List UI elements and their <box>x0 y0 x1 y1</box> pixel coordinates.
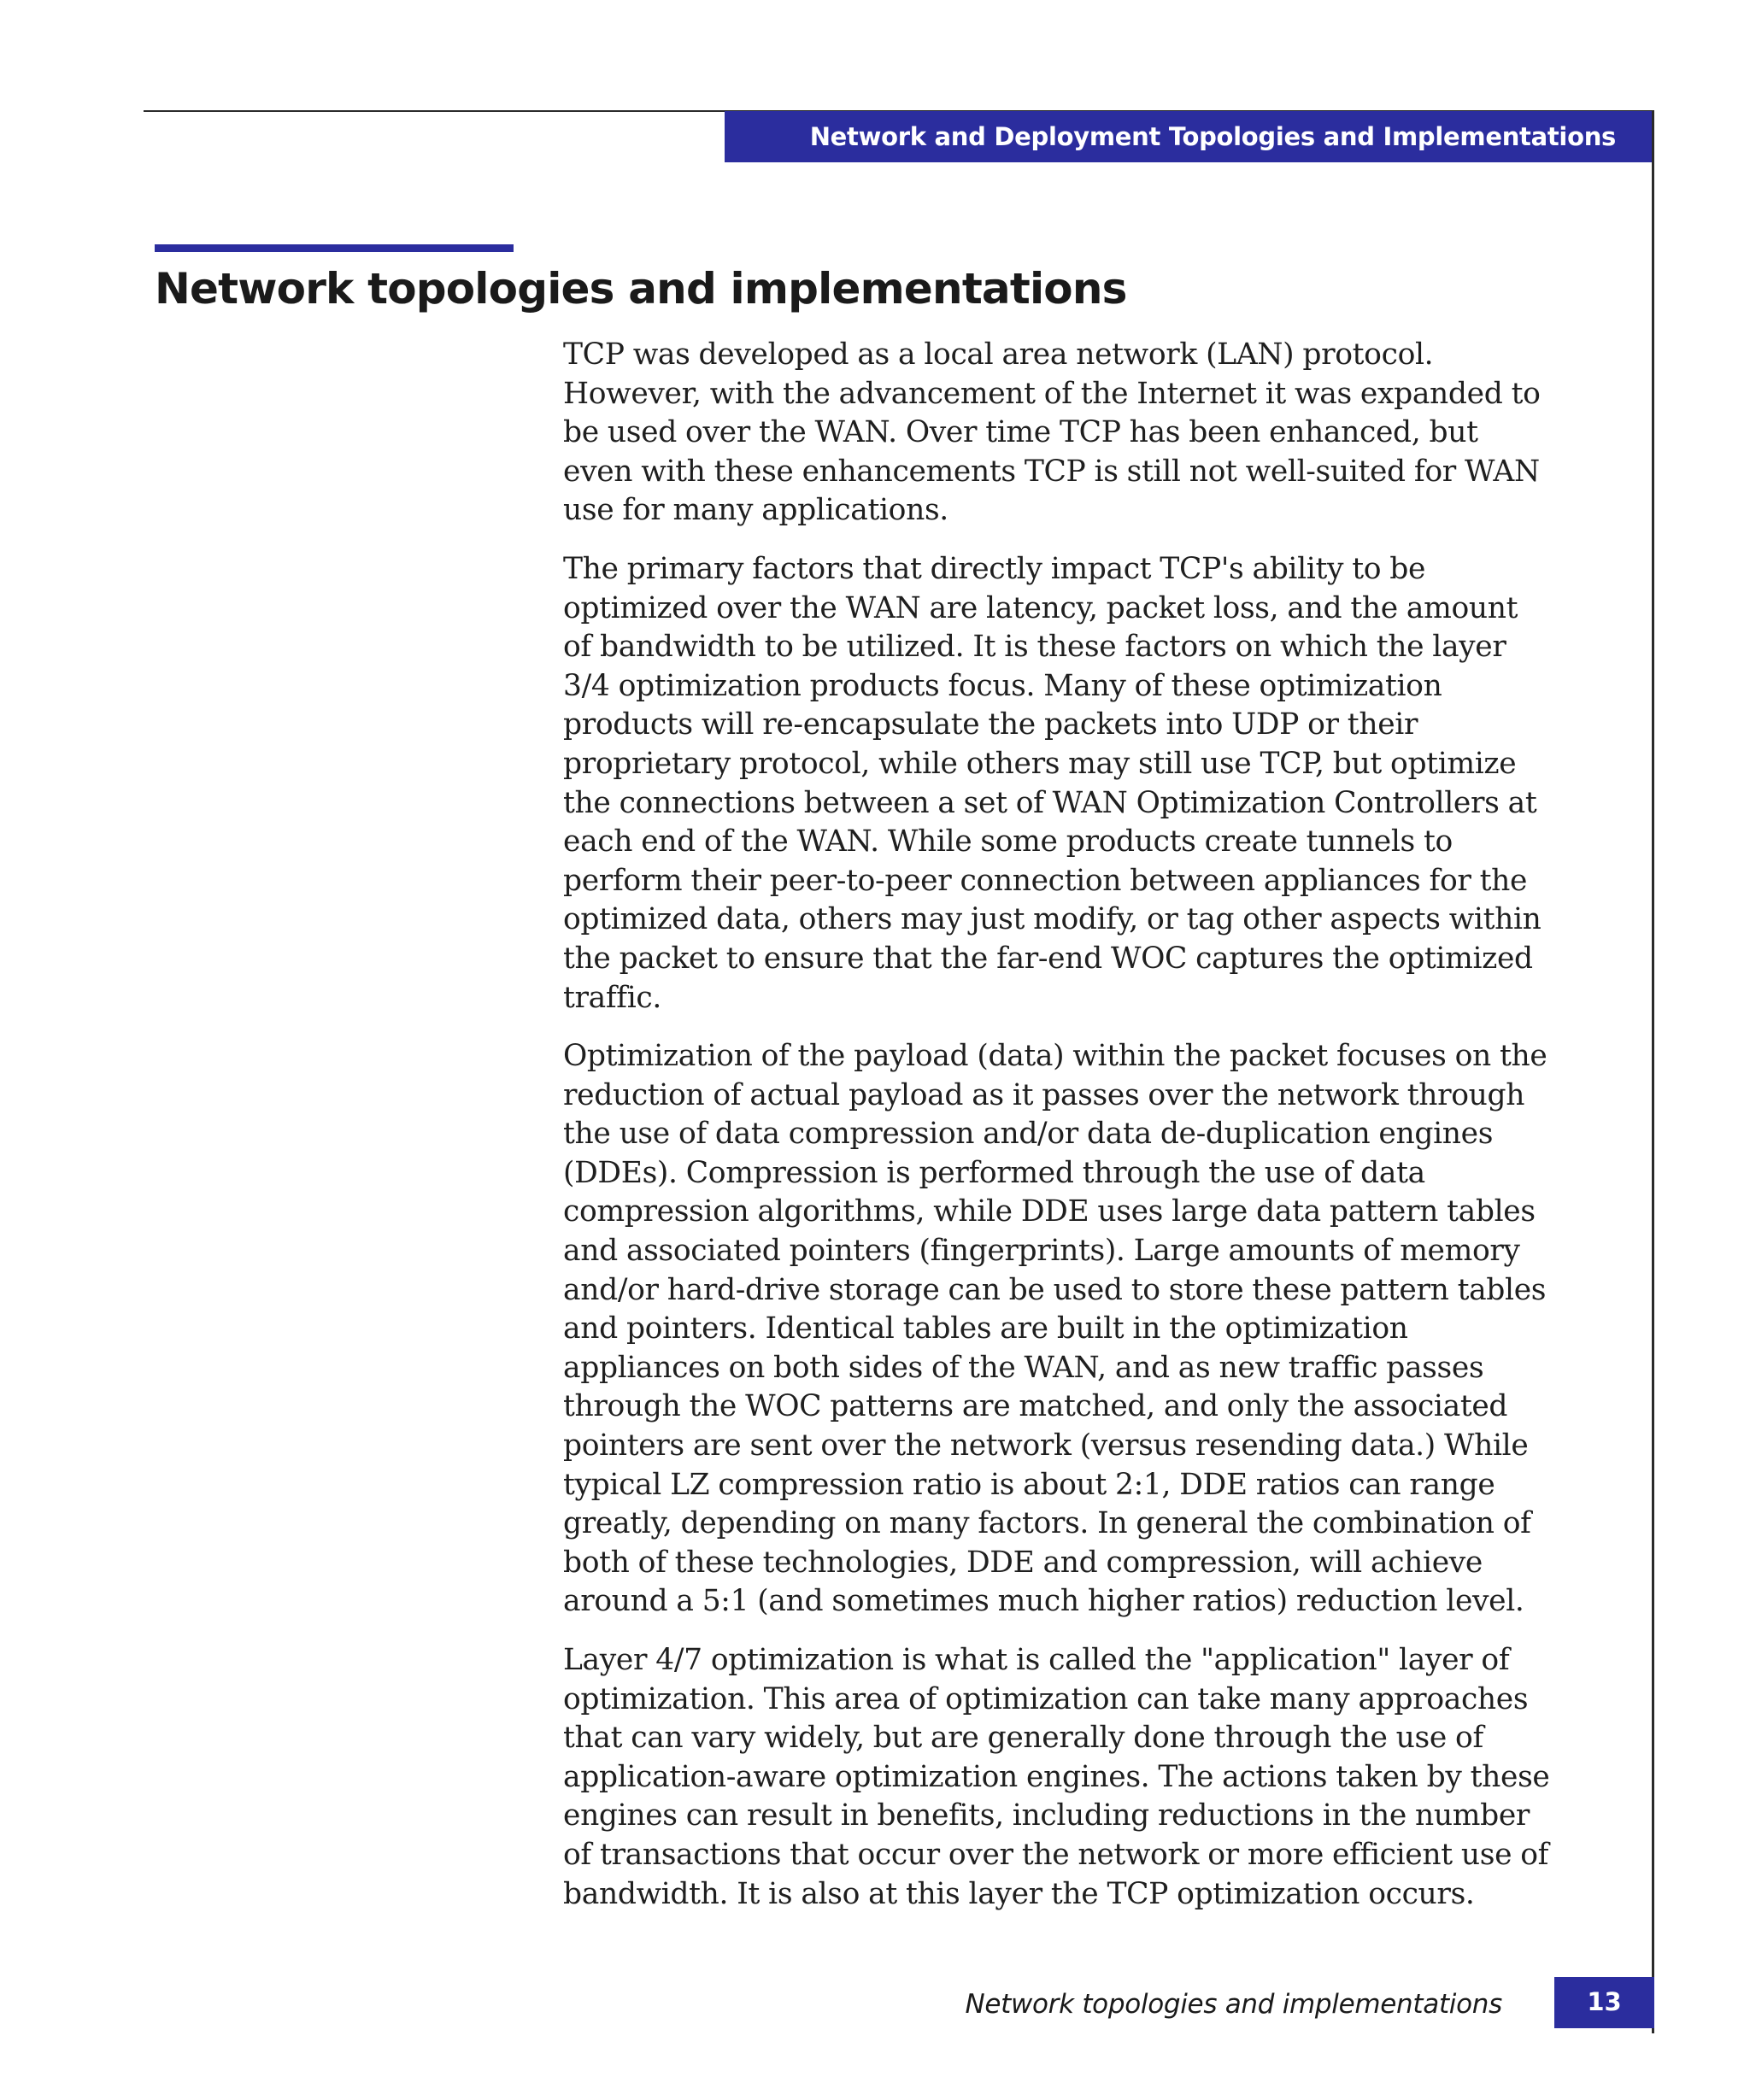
page-number-badge: 13 <box>1554 1977 1654 2028</box>
paragraph-1: TCP was developed as a local area network (LAN) protocol. However, with the advancement of the Internet it was expanded to be used over the WAN. Over time TCP has been enhanced, but even with these enhancements TCP is still not well-suited for WAN use for many applications. <box>563 337 1541 528</box>
footer-section-title: Network topologies and implementations <box>965 1989 1502 2020</box>
section-title-accent-bar <box>155 244 514 252</box>
paragraph-2: The primary factors that directly impact TCP's ability to be optimized over the WAN are latency, packet loss, and the amount of bandwidth to be utilized. It is these factors on which the layer 3/4 optimization products focus. Many of these optimization products will re-encapsulate the packets into UDP or their proprietary protocol, while others may still use TCP, but optimize the connections between a set of WAN Optimization Controllers at each end of the WAN. While some products create tunnels to perform their peer-to-peer connection between appliances for the optimized data, others may just modify, or tag other aspects within the packet to ensure that the far-end WOC captures the optimized traffic. <box>563 551 1542 1015</box>
page-right-rule <box>1652 111 1654 2033</box>
paragraph-4: Layer 4/7 optimization is what is called the "application" layer of optimization. This area of optimization can take many approaches that can vary widely, but are generally done through the use of application-aware optimization engines. The actions taken by these engines can result in benefits, including reductions in the number of transactions that occur over the network or more efficient use of bandwidth. It is also at this layer the TCP optimization occurs. <box>563 1643 1550 1911</box>
section-title: Network topologies and implementations <box>155 264 1127 314</box>
body-text <box>563 336 1554 1933</box>
paragraph-3: Optimization of the payload (data) within the packet focuses on the reduction of actual payload as it passes over the network through the use of data compression and/or data de-duplication engines (DDEs). Compression is performed through the use of data compression algorithms, while DDE uses large data pattern tables and associated pointers (fingerprints). Large amounts of memory and/or hard-drive storage can be used to store these pattern tables and pointers. Identical tables are built in the optimization appliances on both sides of the WAN, and as new traffic passes through the WOC patterns are matched, and only the associated pointers are sent over the network (versus resending data.) While typical LZ compression ratio is about 2:1, DDE ratios can range greatly, depending on many factors. In general the combination of both of these technologies, DDE and compression, will achieve around a 5:1 (and sometimes much higher ratios) reduction level. <box>563 1039 1547 1619</box>
chapter-header-banner: Network and Deployment Topologies and Implementations <box>725 111 1654 162</box>
